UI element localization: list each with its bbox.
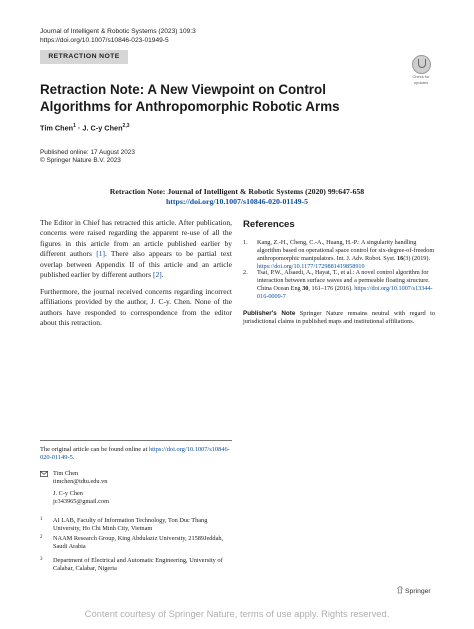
references-heading: References [243, 219, 295, 230]
retracted-article-doi-link[interactable]: https://doi.org/10.1007/s10846-020-01149-5 [165, 197, 309, 206]
author-name[interactable]: J. C-y Chen [82, 123, 123, 133]
author-affiliation-marker: 1 [73, 123, 76, 129]
springer-horse-icon [397, 586, 403, 594]
retraction-note-banner: RETRACTION NOTE [40, 50, 128, 64]
affiliation-item [40, 535, 232, 551]
retraction-heading [40, 187, 434, 207]
body-paragraph [40, 218, 232, 280]
contact-name: Tim Chen [53, 470, 79, 477]
body-paragraph: Furthermore, the journal received concerns regarding incorrect affiliations provided by the author, J. C-y. Chen. None of the authors have responded to correspondence from the editor about this retraction. [40, 287, 232, 328]
original-article-note [40, 446, 232, 462]
reference-number: 2. [243, 269, 248, 276]
check-for-updates-icon [412, 55, 431, 74]
affiliation-text: Department of Electrical and Automatic Engineering, University of Calabar, Calabar, Nigeria [53, 557, 223, 572]
affiliation-number: 1 [40, 517, 43, 522]
contact-email[interactable]: timchen@tdtu.edu.vn [53, 478, 108, 485]
reference-item [243, 269, 435, 301]
reference-doi-link[interactable]: https://doi.org/10.1007/s13344-016-0009-7 [257, 284, 433, 300]
contact-name: J. C-y Chen [53, 490, 83, 497]
affiliation-text: AI LAB, Faculty of Information Technology, Ton Duc Thang University, Ho Chi Minh City, Vietnam [53, 517, 208, 532]
retracted-article-citation: Retraction Note: Journal of Intelligent & Robotic Systems (2020) 99:647-658 [109, 187, 365, 196]
reference-text: , 161–176 (2016). [308, 284, 355, 292]
article-title: Retraction Note: A New Viewpoint on Control Algorithms for Anthropomorphic Robotic Arms [40, 82, 340, 114]
body-text-segment: . [161, 270, 164, 280]
affiliation-number: 3 [40, 557, 43, 562]
affiliation-item [40, 517, 232, 533]
publication-info [40, 149, 135, 166]
publisher-note [243, 310, 435, 326]
author-name[interactable]: Tim Chen [40, 123, 74, 133]
author-separator: · [75, 123, 83, 133]
affiliation-item [40, 557, 232, 573]
reference-link[interactable]: [2] [152, 270, 162, 280]
original-article-end: . [72, 454, 75, 462]
publisher-note-text: Springer Nature remains neutral with regard to jurisdictional claims in published maps and institutional affiliations. [243, 310, 435, 325]
contact-email[interactable]: jc343965@gmail.com [53, 498, 109, 505]
check-for-updates-badge[interactable] [404, 55, 438, 89]
body-text-segment: . There also appears to be partial text overlap between Appendix II of this article and an article published earlier by different authors [40, 249, 232, 280]
publisher-note-label: Publisher's Note [243, 310, 296, 317]
springer-wordmark: Springer [405, 588, 431, 595]
reference-text: Tsai, P.W., Alsaedi, A., Hayat, T., et al.: A novel control algorithm for interaction between surface waves and a permeable floating structure. China Ocean Eng [257, 269, 430, 292]
envelope-icon [40, 471, 48, 477]
original-article-link[interactable]: https://doi.org/10.1007/s10846-020-01149-5 [40, 446, 230, 462]
footnote-divider [40, 440, 232, 441]
corresponding-authors [40, 470, 232, 506]
reference-text: (3) (2019). [403, 254, 431, 262]
reference-volume: 30 [302, 284, 309, 292]
body-text-segment: The Editor in Chief has retracted this article. After publication, concerns were raised regarding the apparent re-use of all the figures in this article from an article published earlier by different authors [40, 218, 232, 259]
reference-link[interactable]: [1] [96, 249, 105, 259]
springer-logo [397, 586, 431, 595]
badge-label-2: updates [413, 79, 429, 85]
journal-citation [40, 28, 196, 45]
affiliation-text: NAAM Research Group, King Abdulaziz University, 21589Jeddah, Saudi Arabia [53, 535, 224, 550]
badge-label-1: Check for [412, 74, 430, 79]
article-doi[interactable]: https://doi.org/10.1007/s10846-023-01949-5 [40, 36, 169, 44]
journal-name: Journal of Intelligent & Robotic Systems (2023) 109:3 [40, 28, 196, 35]
reference-item [243, 239, 435, 271]
original-article-text: The original article can be found online at [40, 446, 149, 453]
affiliation-number: 2 [40, 535, 43, 540]
reference-volume: 16 [397, 254, 404, 262]
courtesy-notice: Content courtesy of Springer Nature, terms of use apply. Rights reserved. [84, 608, 390, 619]
published-online: Published online: 17 August 2023 [40, 149, 135, 156]
reference-number: 1. [243, 239, 248, 246]
copyright: © Springer Nature B.V. 2023 [40, 157, 121, 165]
author-affiliation-marker: 2,3 [122, 123, 130, 129]
reference-text: Kang, Z.-H., Cheng, C.-A., Huang, H.-P.: A singularity handling algorithm based on operational space control for six-degree-of-freedom anthropomorphic manipulators. Int. J. Adv. Robot. Syst. [257, 239, 435, 262]
author-list [40, 123, 130, 132]
reference-doi-link[interactable]: https://doi.org/10.1177/1729881419858910 [257, 262, 365, 270]
